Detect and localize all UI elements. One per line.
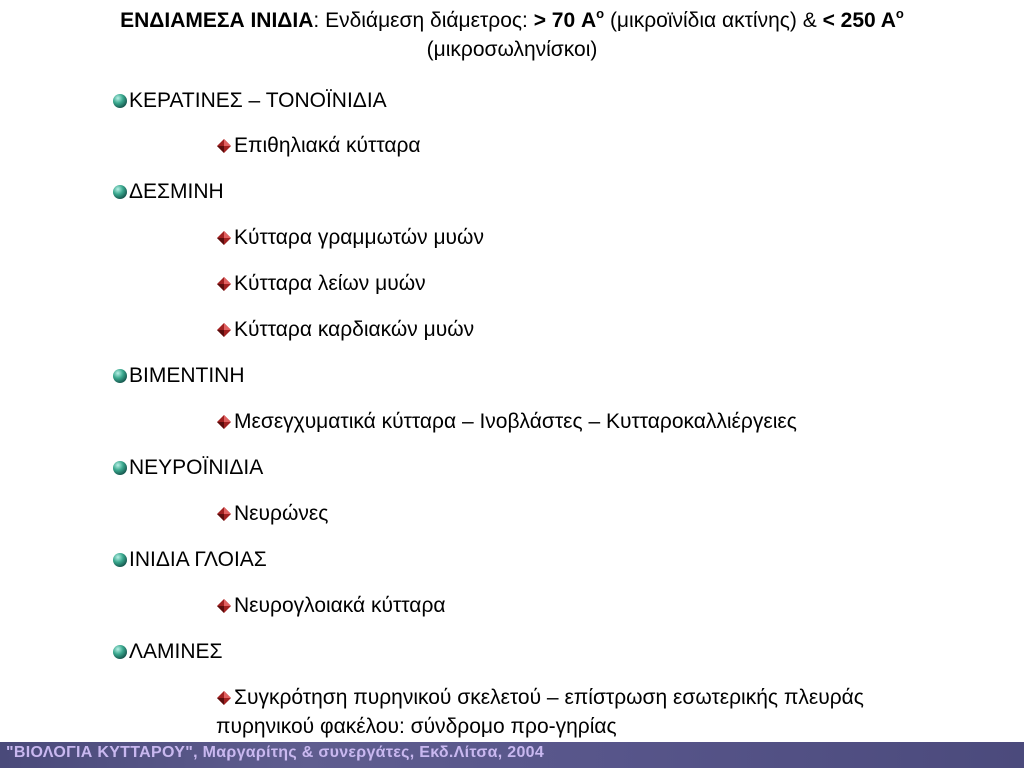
list-subitem xyxy=(216,315,474,344)
red-diamond-bullet-icon xyxy=(216,230,232,246)
list-subitem xyxy=(216,407,797,436)
red-diamond-bullet-icon xyxy=(216,506,232,522)
title-colon-text: : Ενδιάμεση διάμετρος: xyxy=(313,9,534,32)
title-unit-sup: o xyxy=(596,6,605,21)
red-diamond-bullet-icon xyxy=(216,276,232,292)
list-item-text: ΚΕΡΑΤΙΝΕΣ – ΤΟΝΟΪΝΙΔΙΑ xyxy=(129,89,387,112)
list-subitem-text: Νευρογλοιακά κύτταρα xyxy=(234,594,446,617)
list-subitem-text: Συγκρότηση πυρηνικού σκελετού – επίστρωση εσωτερικής πλευράς xyxy=(234,686,864,709)
title-micro-text: (μικροϊνίδια ακτίνης) & xyxy=(604,9,823,32)
list-subitem-line-2: πυρηνικού φακέλου: σύνδρομο προ-γηρίας xyxy=(216,715,617,738)
title-unit-sup-2: o xyxy=(895,6,904,21)
list-subitem-text: Νευρώνες xyxy=(234,502,329,525)
list-subitem-line-1 xyxy=(216,683,864,712)
list-item-text: ΙΝΙΔΙΑ ΓΛΟΙΑΣ xyxy=(129,548,267,571)
green-sphere-bullet-icon xyxy=(113,185,127,199)
title-gt-value: > 70 A xyxy=(533,9,597,32)
list-item-desmin xyxy=(113,177,224,206)
list-subitem-text: Επιθηλιακά κύτταρα xyxy=(234,134,421,157)
green-sphere-bullet-icon xyxy=(113,461,127,475)
red-diamond-bullet-icon xyxy=(216,598,232,614)
list-item-vimentin xyxy=(113,361,245,390)
footer-banner xyxy=(0,742,1024,768)
list-subitem xyxy=(216,499,328,528)
list-item-text: ΔΕΣΜΙΝΗ xyxy=(129,180,224,203)
red-diamond-bullet-icon xyxy=(216,414,232,430)
title-line-1 xyxy=(20,6,1004,35)
list-subitem-text: Κύτταρα γραμμωτών μυών xyxy=(234,226,484,249)
red-diamond-bullet-icon xyxy=(216,690,232,706)
list-subitem xyxy=(216,591,446,620)
list-subitem-text: Κύτταρα καρδιακών μυών xyxy=(234,318,475,341)
red-diamond-bullet-icon xyxy=(216,322,232,338)
list-item-text: ΒΙΜΕΝΤΙΝΗ xyxy=(129,364,245,387)
list-item-lamins xyxy=(113,637,223,666)
footer-citation: "ΒΙΟΛΟΓΙΑ ΚΥΤΤΑΡΟΥ", Μαργαρίτης & συνεργάτες, Εκδ.Λίτσα, 2004 xyxy=(6,744,545,761)
list-item-text: ΝΕΥΡΟΪΝΙΔΙΑ xyxy=(129,456,264,479)
green-sphere-bullet-icon xyxy=(113,553,127,567)
list-item-glial-filaments xyxy=(113,545,267,574)
list-subitem xyxy=(216,269,426,298)
title-line-2: (μικροσωληνίσκοι) xyxy=(426,38,598,61)
green-sphere-bullet-icon xyxy=(113,94,127,108)
list-subitem xyxy=(216,131,421,160)
red-diamond-bullet-icon xyxy=(216,138,232,154)
list-subitem-text: Μεσεγχυματικά κύτταρα – Ινοβλάστες – Κυτταροκαλλιέργειες xyxy=(234,410,797,433)
list-subitem xyxy=(216,223,484,252)
green-sphere-bullet-icon xyxy=(113,369,127,383)
green-sphere-bullet-icon xyxy=(113,645,127,659)
title-lt-value: < 250 A xyxy=(822,9,896,32)
list-subitem-text: Κύτταρα λείων μυών xyxy=(234,272,426,295)
list-item-neurofilaments xyxy=(113,453,263,482)
list-item-keratins xyxy=(113,86,387,115)
list-subitem-multiline xyxy=(216,683,864,741)
list-item-text: ΛΑΜΙΝΕΣ xyxy=(129,640,223,663)
slide-title xyxy=(20,6,1004,64)
title-heading: ΕΝΔΙΑΜΕΣΑ ΙΝΙΔΙΑ xyxy=(120,9,314,32)
